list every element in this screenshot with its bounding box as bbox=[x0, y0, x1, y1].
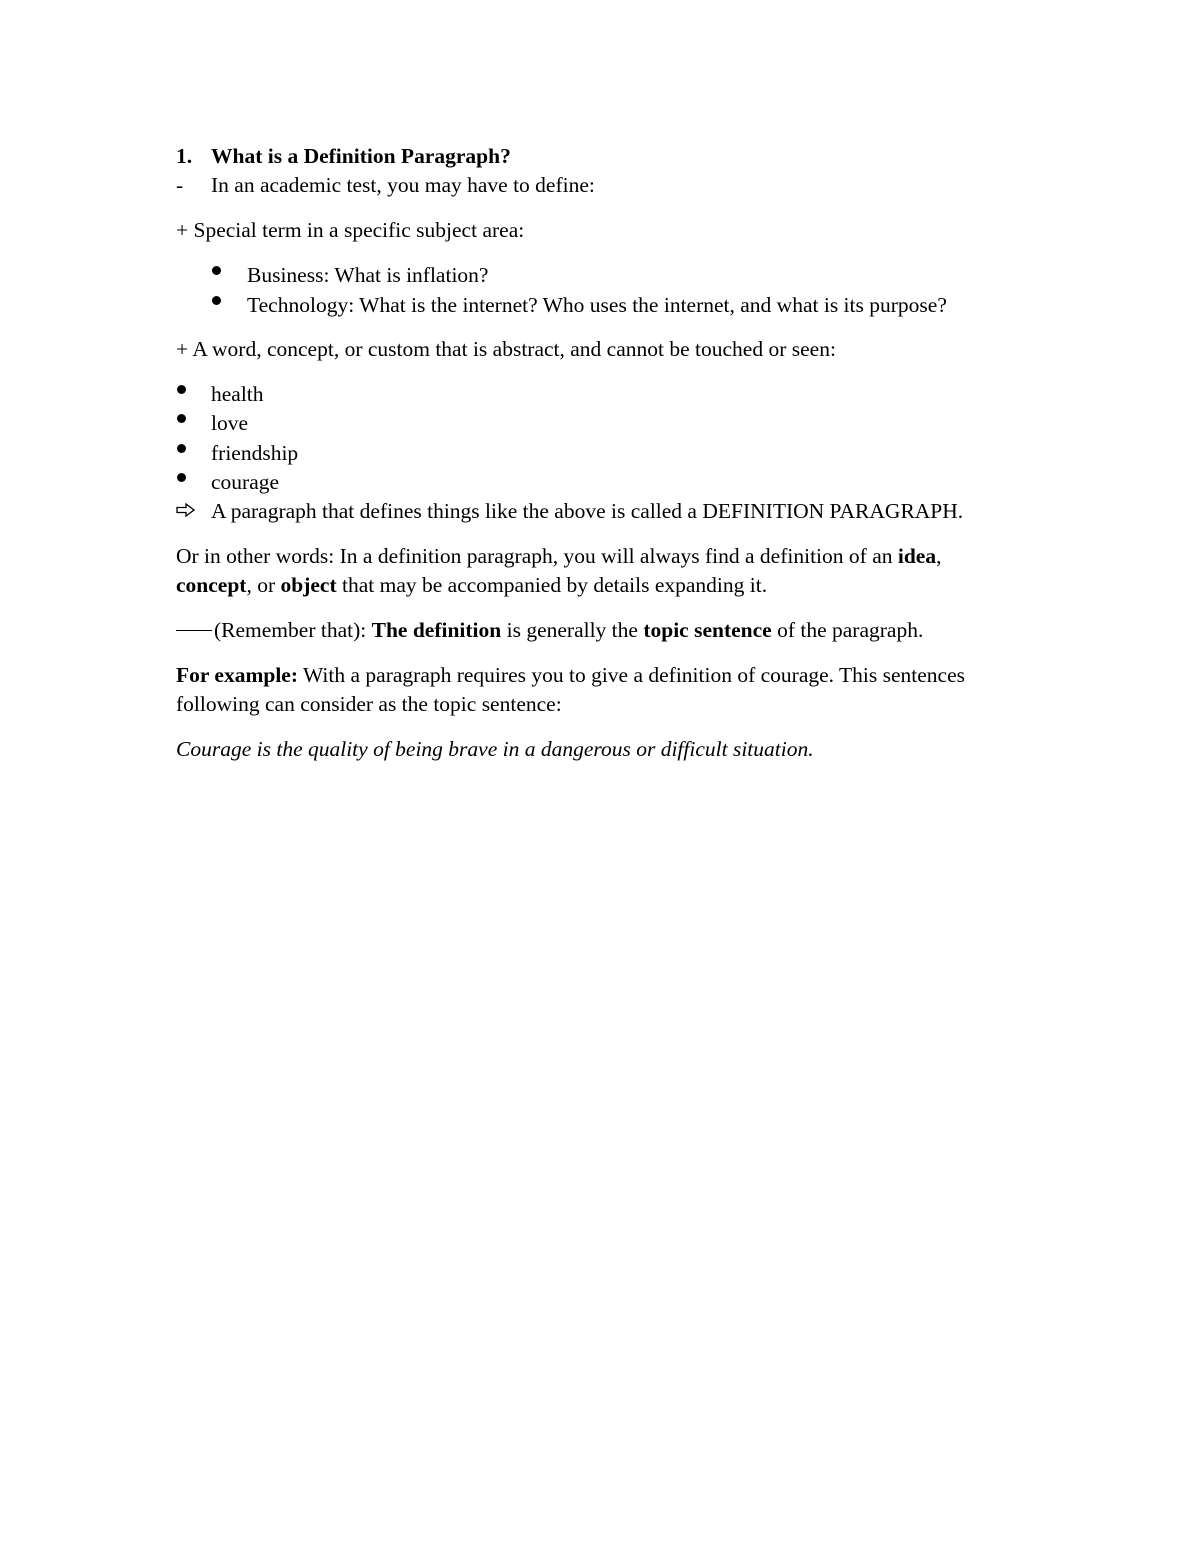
bold-concept: concept bbox=[176, 573, 247, 597]
remember-mid: is generally the bbox=[501, 618, 644, 642]
heading-number: 1. bbox=[176, 144, 193, 168]
other-words-suffix: that may be accompanied by details expanding it. bbox=[336, 573, 768, 597]
list-item: Business: What is inflation? bbox=[247, 263, 489, 287]
bullet-icon bbox=[212, 266, 221, 275]
dash-rule bbox=[176, 630, 212, 631]
example-line-2: following can consider as the topic sentence: bbox=[176, 692, 562, 716]
bullet-icon bbox=[177, 444, 186, 453]
other-words-mid: , or bbox=[246, 573, 281, 597]
list-item: Technology: What is the internet? Who uses the internet, and what is its purpose? bbox=[247, 293, 947, 317]
bold-topic-sentence: topic sentence bbox=[643, 618, 772, 642]
list-item: health bbox=[211, 382, 264, 406]
bullet-icon bbox=[177, 385, 186, 394]
remember-prefix: (Remember that): bbox=[214, 618, 372, 642]
page-title: What is a Definition Paragraph? bbox=[211, 144, 511, 168]
example-line-1 bbox=[176, 661, 965, 689]
example-label: For example: bbox=[176, 663, 298, 687]
bullet-icon bbox=[177, 414, 186, 423]
special-term-heading: + Special term in a specific subject area: bbox=[176, 218, 525, 242]
list-item: love bbox=[211, 411, 249, 435]
hollow-right-arrow-icon bbox=[176, 503, 196, 517]
bold-idea: idea bbox=[897, 544, 937, 568]
other-words-text: Or in other words: In a definition paragraph, you will always find a definition of an bbox=[176, 544, 898, 568]
example-text: With a paragraph requires you to give a definition of courage. This sentences bbox=[298, 663, 966, 687]
dash-marker: - bbox=[176, 173, 184, 197]
other-words-line-1 bbox=[176, 542, 941, 570]
remember-suffix: of the paragraph. bbox=[771, 618, 924, 642]
comma: , bbox=[936, 544, 942, 568]
bullet-icon bbox=[212, 296, 221, 305]
list-item: friendship bbox=[211, 441, 299, 465]
bullet-icon bbox=[177, 473, 186, 482]
example-sentence: Courage is the quality of being brave in a dangerous or difficult situation. bbox=[176, 737, 814, 761]
list-item: courage bbox=[211, 470, 280, 494]
definition-paragraph-statement: A paragraph that defines things like the above is called a DEFINITION PARAGRAPH. bbox=[211, 499, 964, 523]
other-words-line-2 bbox=[176, 571, 767, 599]
intro-text: In an academic test, you may have to define: bbox=[211, 173, 595, 197]
remember-line bbox=[176, 616, 923, 644]
abstract-heading: + A word, concept, or custom that is abstract, and cannot be touched or seen: bbox=[176, 337, 836, 361]
bold-object: object bbox=[280, 573, 337, 597]
bold-definition: The definition bbox=[371, 618, 502, 642]
